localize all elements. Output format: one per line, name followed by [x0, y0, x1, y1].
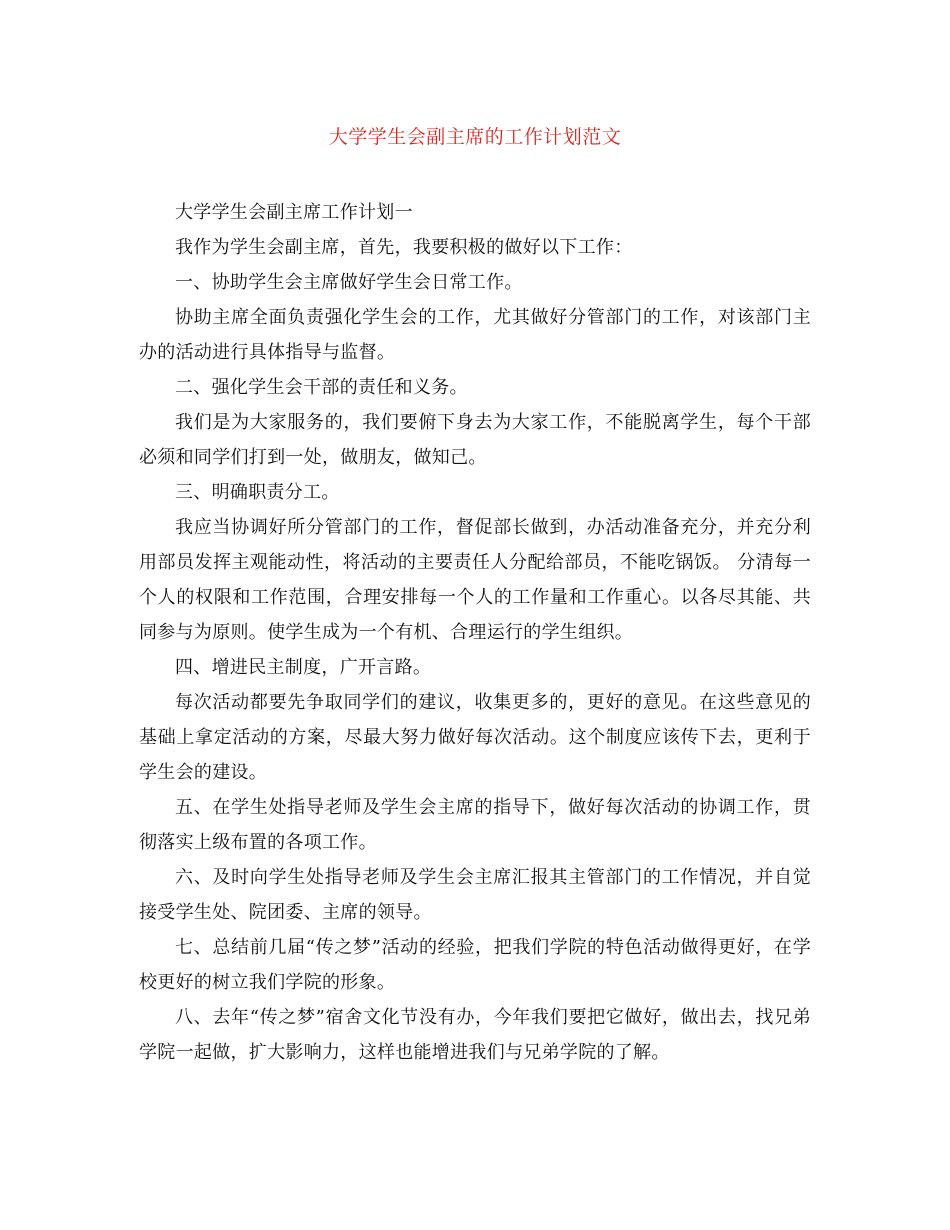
section-heading-2: 二、强化学生会干部的责任和义务。 — [175, 377, 468, 398]
item-paragraph-8: 八、去年“传之梦”宿舍文化节没有办，今年我们要把它做好，做出去，找兄弟学院一起做，扩大影响力，这样也能增进我们与兄弟学院的了解。 — [139, 1007, 811, 1063]
paragraph: 协助主席全面负责强化学生会的工作，尤其做好分管部门的工作，对该部门主办的活动进行具体指导与监督。 — [139, 307, 811, 363]
paragraph: 我们是为大家服务的，我们要俯下身去为大家工作，不能脱离学生，每个干部必须和同学们打到一处，做朋友，做知己。 — [139, 412, 811, 468]
section-heading-4: 四、增进民主制度，广开言路。 — [175, 657, 432, 678]
item-paragraph-7: 七、总结前几届“传之梦”活动的经验，把我们学院的特色活动做得更好，在学校更好的树立我们学院的形象。 — [139, 937, 811, 993]
document-title: 大学学生会副主席的工作计划范文 — [328, 126, 622, 148]
section-heading-3: 三、明确职责分工。 — [175, 482, 340, 503]
intro-paragraph: 我作为学生会副主席，首先，我要积极的做好以下工作： — [175, 237, 633, 258]
paragraph: 每次活动都要先争取同学们的建议，收集更多的，更好的意见。在这些意见的基础上拿定活动的方案，尽最大努力做好每次活动。这个制度应该传下去，更利于学生会的建设。 — [139, 692, 811, 783]
document-body — [139, 195, 811, 1070]
section-heading-1: 一、协助学生会主席做好学生会日常工作。 — [175, 272, 523, 293]
item-paragraph-6: 六、及时向学生处指导老师及学生会主席汇报其主管部门的工作情况，并自觉接受学生处、院团委、主席的领导。 — [139, 867, 811, 923]
subtitle-paragraph: 大学学生会副主席工作计划一 — [175, 202, 413, 223]
paragraph: 我应当协调好所分管部门的工作，督促部长做到，办活动准备充分，并充分利用部员发挥主观能动性，将活动的主要责任人分配给部员，不能吃锅饭。 分清每一个人的权限和工作范围，合理安排每一个人的工作量和工作重心。以各尽其能、共同参与为原则。使学生成为一个有机、合理运行的学生组织。 — [139, 517, 811, 643]
item-paragraph-5: 五、在学生处指导老师及学生会主席的指导下，做好每次活动的协调工作，贯彻落实上级布置的各项工作。 — [139, 797, 811, 853]
